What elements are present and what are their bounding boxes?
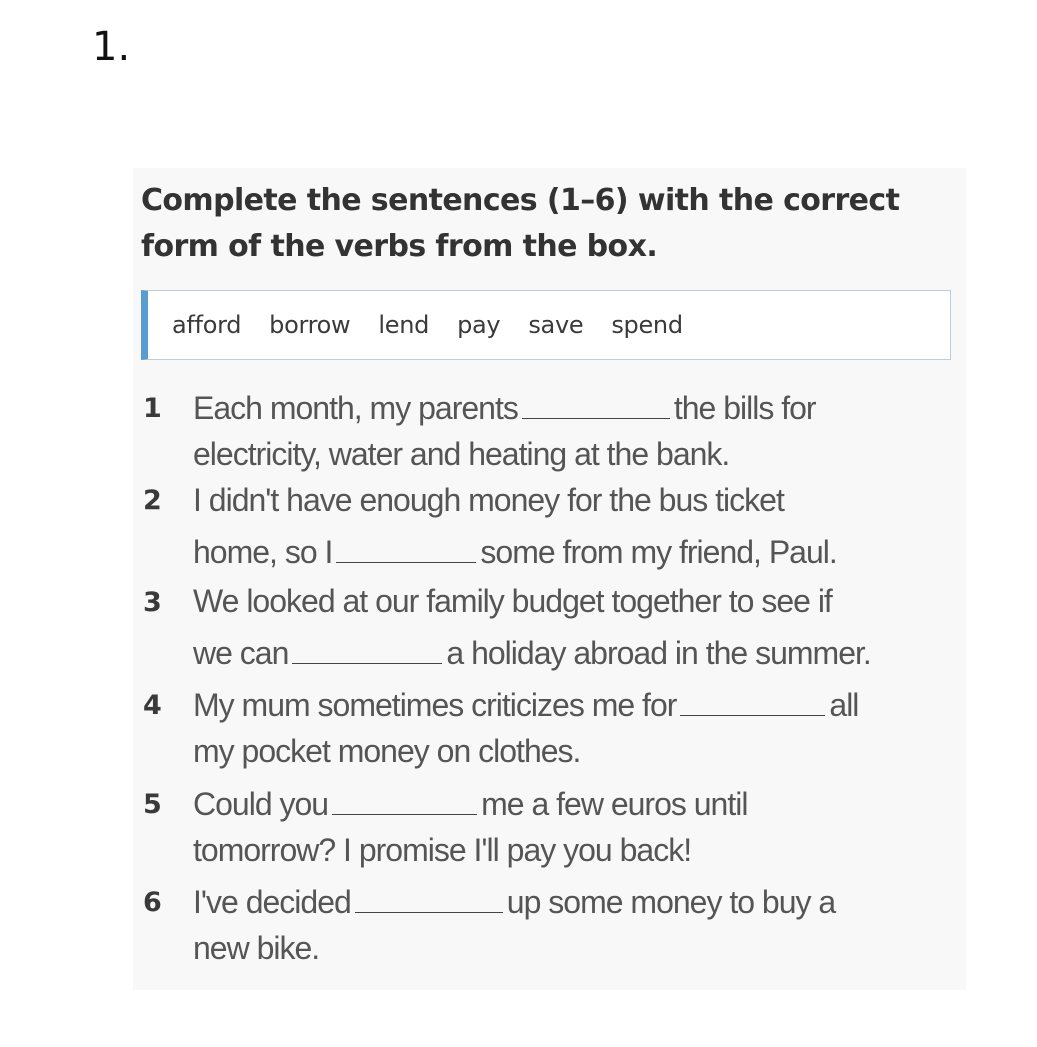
sentence-text: tomorrow? I promise I'll pay you back! — [193, 832, 692, 868]
sentence-text: we can — [193, 635, 289, 671]
sentence-line — [193, 630, 1037, 676]
sentence-line — [193, 879, 1037, 925]
answer-blank[interactable] — [336, 536, 476, 563]
answer-blank[interactable] — [355, 886, 503, 913]
answer-blank[interactable] — [292, 637, 442, 664]
word-lend: lend — [378, 311, 430, 339]
sentence-line — [193, 431, 1037, 477]
sentence-number: 5 — [143, 789, 162, 820]
sentence-text: some from my friend, Paul. — [480, 534, 837, 570]
sentence-text: me a few euros until — [481, 786, 748, 822]
sentence-text: We looked at our family budget together to see if — [193, 583, 832, 619]
sentence-text: the bills for — [673, 390, 816, 426]
word-afford: afford — [172, 311, 242, 339]
sentence-number: 3 — [143, 587, 162, 618]
word-borrow: borrow — [269, 311, 351, 339]
sentence-text: I've decided — [193, 884, 351, 920]
sentence-text: I didn't have enough money for the bus ticket — [193, 482, 784, 518]
instructions-line-1: Complete the sentences (1–6) with the correct — [141, 183, 900, 218]
word-pay: pay — [457, 311, 501, 339]
sentence-number: 1 — [143, 393, 162, 424]
sentence-line — [193, 529, 1037, 575]
sentence-text: up some money to buy a — [506, 884, 836, 920]
sentence-text: a holiday abroad in the summer. — [446, 635, 871, 671]
sentence-text: Could you — [193, 786, 329, 822]
sentence-line — [193, 682, 1037, 728]
sentence-number: 4 — [143, 690, 162, 721]
sentence-line — [193, 728, 1037, 774]
sentence-number: 2 — [143, 485, 162, 516]
sentence-number: 6 — [143, 887, 162, 918]
sentence-line — [193, 477, 1037, 523]
sentence-text: my pocket money on clothes. — [193, 733, 581, 769]
sentence-line — [193, 578, 1037, 624]
answer-blank[interactable] — [522, 392, 670, 419]
word-spend: spend — [611, 311, 683, 339]
exercise-instructions — [141, 178, 901, 270]
sentence-text: My mum sometimes criticizes me for — [193, 687, 677, 723]
sentence-text: Each month, my parents — [193, 390, 518, 426]
sentence-line — [193, 925, 1037, 971]
sentence-line — [193, 385, 1037, 431]
word-box — [141, 290, 951, 360]
sentence-line — [193, 827, 1037, 873]
instructions-line-2: form of the verbs from the box. — [141, 229, 658, 264]
answer-blank[interactable] — [680, 689, 825, 716]
word-save: save — [528, 311, 584, 339]
sentence-line — [193, 781, 1037, 827]
sentence-text: electricity, water and heating at the bank. — [193, 436, 730, 472]
answer-blank[interactable] — [332, 788, 477, 815]
sentence-text: new bike. — [193, 930, 320, 966]
sentence-text: home, so I — [193, 534, 333, 570]
exercise-number: 1. — [92, 24, 131, 70]
sentence-text: all — [829, 687, 859, 723]
